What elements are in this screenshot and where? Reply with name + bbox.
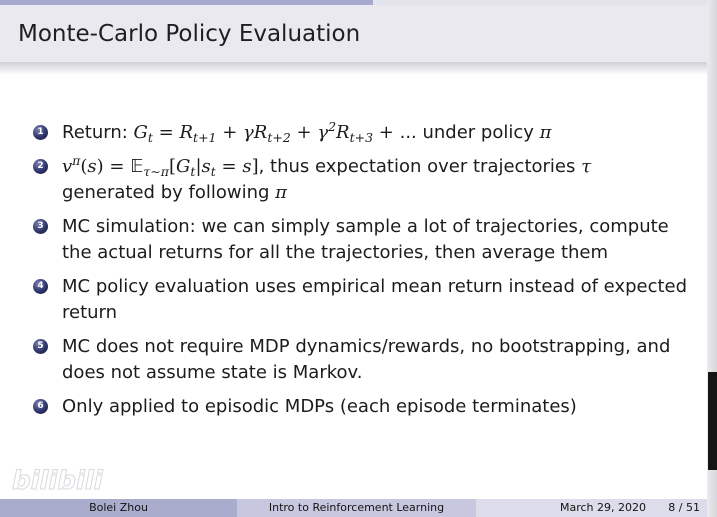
item-text: generated by following: [62, 182, 276, 203]
math-operator: (: [80, 156, 88, 177]
math-subscript: t+2: [267, 130, 291, 145]
math-subscript: τ∼π: [143, 164, 169, 179]
bullet-item-5: [30, 334, 687, 386]
math-subscript: t: [210, 164, 216, 179]
math-operator: =: [215, 156, 243, 177]
item-line: [62, 394, 687, 420]
item-line: [62, 274, 687, 300]
footer-date: March 29, 2020: [560, 501, 647, 514]
math-operator: =: [152, 122, 180, 143]
item-line: [62, 120, 687, 146]
footer-course-title: Intro to Reinforcement Learning: [268, 501, 445, 514]
item-number-badge: 3: [33, 219, 48, 234]
side-scrollbar-track[interactable]: [707, 0, 717, 517]
math-variable: G: [176, 156, 191, 177]
item-text: does not assume state is Markov.: [62, 362, 363, 383]
item-text: return: [62, 302, 118, 323]
footer-author-box: [0, 499, 237, 517]
math-operator: ]: [251, 156, 259, 177]
math-variable: R: [336, 122, 350, 143]
item-text: ... under policy: [399, 122, 540, 143]
math-variable: γR: [243, 122, 268, 143]
bullet-item-6: [30, 394, 687, 420]
footer-course-box: [237, 499, 476, 517]
item-line: [62, 360, 687, 386]
frame-title-bar: [0, 5, 717, 62]
item-line: [62, 214, 687, 240]
item-text: MC policy evaluation uses empirical mean return instead of expected: [62, 276, 688, 297]
math-operator: +: [290, 122, 318, 143]
math-variable: G: [133, 122, 148, 143]
slide-title: Monte-Carlo Policy Evaluation: [18, 21, 361, 47]
item-line: [62, 334, 687, 360]
title-shadow: [0, 62, 717, 75]
footer-page-number: 8 / 51: [668, 501, 700, 514]
bullet-item-2: [30, 154, 687, 206]
bullet-list: [30, 120, 687, 428]
item-number-badge: 5: [33, 339, 48, 354]
math-variable: R: [179, 122, 194, 143]
math-variable: π: [275, 182, 287, 203]
math-operator: +: [373, 122, 400, 143]
item-number-badge: 4: [33, 279, 48, 294]
item-line: [62, 300, 687, 326]
bullet-item-1: [30, 120, 687, 146]
footer-date-box: [476, 499, 717, 517]
item-line: [62, 180, 687, 206]
footer: [0, 499, 717, 517]
item-number-badge: 2: [33, 159, 48, 174]
watermark-logo: bilibili: [12, 466, 103, 496]
item-text: MC does not require MDP dynamics/rewards, no bootstrapping, and: [62, 336, 671, 357]
math-subscript: t+1: [193, 130, 217, 145]
bullet-item-3: [30, 214, 687, 266]
item-line: [62, 154, 687, 180]
math-expectation-symbol: 𝔼: [130, 156, 144, 177]
math-variable: v: [62, 156, 73, 177]
math-variable: τ: [581, 156, 592, 177]
item-number-badge: 1: [33, 125, 48, 140]
math-subscript: t: [190, 164, 196, 179]
item-text: MC simulation: we can simply sample a lot of trajectories, compute: [62, 216, 669, 237]
math-operator: ) =: [96, 156, 131, 177]
math-superscript: 2: [328, 119, 337, 134]
item-text: Return:: [62, 122, 134, 143]
math-operator: +: [216, 122, 244, 143]
item-text: Only applied to episodic MDPs (each episode terminates): [62, 396, 577, 417]
math-variable: s: [87, 156, 97, 177]
math-variable: π: [539, 122, 552, 143]
math-superscript: π: [72, 153, 81, 168]
math-subscript: t+3: [349, 130, 374, 145]
math-operator: |: [195, 156, 202, 177]
math-subscript: t: [147, 130, 153, 145]
item-text: the actual returns for all the trajectories, then average them: [62, 242, 609, 263]
math-variable: s: [201, 156, 211, 177]
math-operator: [: [168, 156, 177, 177]
item-line: [62, 240, 687, 266]
side-scrollbar-thumb[interactable]: [708, 372, 717, 470]
math-variable: γ: [317, 122, 329, 143]
bullet-item-4: [30, 274, 687, 326]
item-text: , thus expectation over trajectories: [258, 156, 582, 177]
footer-author: Bolei Zhou: [89, 501, 148, 514]
item-number-badge: 6: [33, 399, 48, 414]
math-variable: s: [242, 156, 252, 177]
